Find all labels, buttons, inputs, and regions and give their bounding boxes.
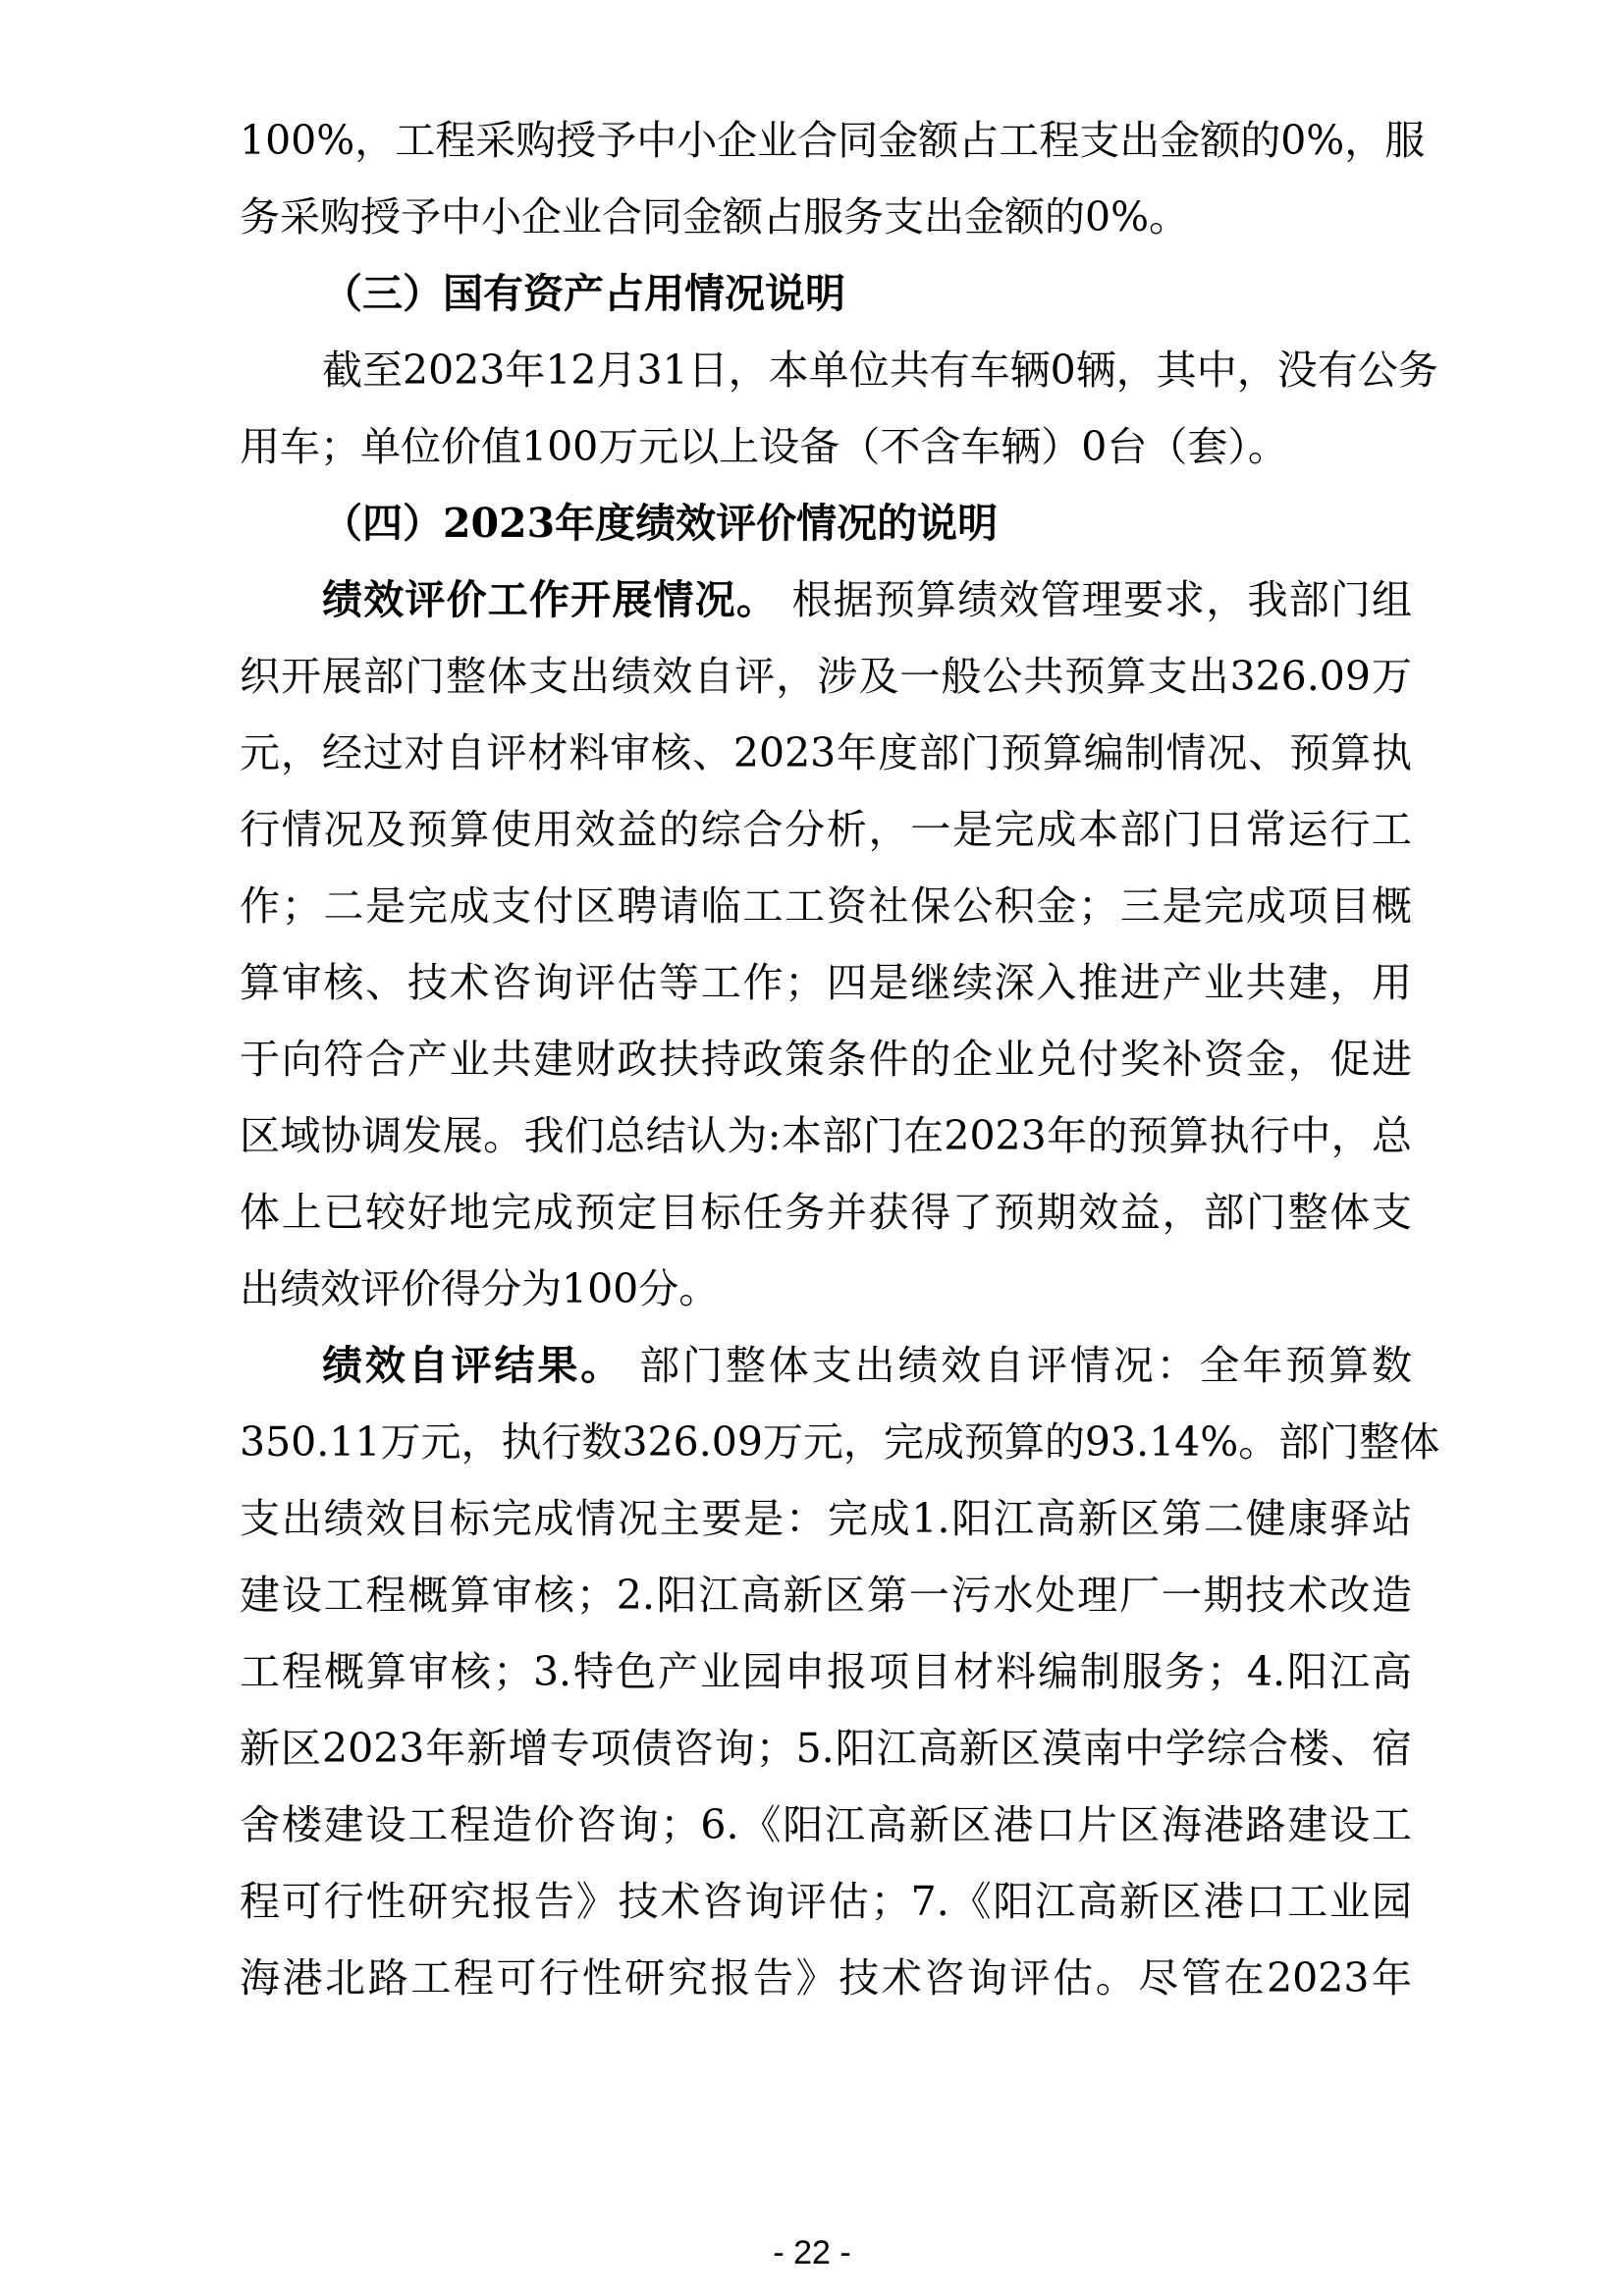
text-line: 100%，工程采购授予中小企业合同金额占工程支出金额的0%，服 xyxy=(240,117,1426,164)
paragraph-lead-line xyxy=(240,561,1412,638)
section-heading: （三）国有资产占用情况说明 xyxy=(322,270,845,317)
text-line: 出绩效评价得分为100分。 xyxy=(240,1265,720,1312)
paragraph-lead: 绩效评价工作开展情况。 xyxy=(322,576,779,623)
text-line: 行情况及预算使用效益的综合分析，一是完成本部门日常运行工 xyxy=(240,806,1412,853)
text-line: 350.11万元，执行数326.09万元，完成预算的93.14%。部门整体 xyxy=(240,1418,1440,1466)
text-line: 算审核、技术咨询评估等工作；四是继续深入推进产业共建，用 xyxy=(240,959,1412,1006)
paragraph-lead: 绩效自评结果。 xyxy=(322,1342,624,1389)
text-line: 舍楼建设工程造价咨询；6.《阳江高新区港口片区海港路建设工 xyxy=(240,1801,1412,1848)
document-body xyxy=(240,102,1440,2016)
text-line: 元，经过对自评材料审核、2023年度部门预算编制情况、预算执 xyxy=(240,729,1412,776)
text-span: 部门整体支出绩效自评情况：全年预算数 xyxy=(639,1342,1413,1389)
text-line: 支出绩效目标完成情况主要是：完成1.阳江高新区第二健康驿站 xyxy=(240,1495,1412,1542)
text-line: 建设工程概算审核；2.阳江高新区第一污水处理厂一期技术改造 xyxy=(240,1572,1412,1619)
text-line: 程可行性研究报告》技术咨询评估；7.《阳江高新区港口工业园 xyxy=(240,1878,1412,1925)
text-line: 截至2023年12月31日，本单位共有车辆0辆，其中，没有公务 xyxy=(322,347,1438,394)
text-line: 于向符合产业共建财政扶持政策条件的企业兑付奖补资金，促进 xyxy=(240,1036,1412,1083)
text-line: 区域协调发展。我们总结认为:本部门在2023年的预算执行中，总 xyxy=(240,1112,1412,1159)
text-line: 体上已较好地完成预定目标任务并获得了预期效益，部门整体支 xyxy=(240,1189,1412,1236)
text-line: 工程概算审核；3.特色产业园申报项目材料编制服务；4.阳江高 xyxy=(240,1648,1412,1695)
paragraph-lead-line xyxy=(240,1327,1412,1404)
text-line: 新区2023年新增专项债咨询；5.阳江高新区漠南中学综合楼、宿 xyxy=(240,1725,1412,1772)
text-line: 务采购授予中小企业合同金额占服务支出金额的0%。 xyxy=(240,193,1190,240)
text-line: 织开展部门整体支出绩效自评，涉及一般公共预算支出326.09万 xyxy=(240,653,1412,700)
text-line: 作；二是完成支付区聘请临工工资社保公积金；三是完成项目概 xyxy=(240,882,1412,930)
page-number: - 22 - xyxy=(773,2234,851,2271)
text-line: 海港北路工程可行性研究报告》技术咨询评估。尽管在2023年 xyxy=(240,1954,1412,2002)
section-heading: （四）2023年度绩效评价情况的说明 xyxy=(322,500,999,547)
text-line: 用车；单位价值100万元以上设备（不含车辆）0台（套）。 xyxy=(240,423,1288,470)
text-span: 根据预算绩效管理要求，我部门组 xyxy=(791,576,1413,623)
